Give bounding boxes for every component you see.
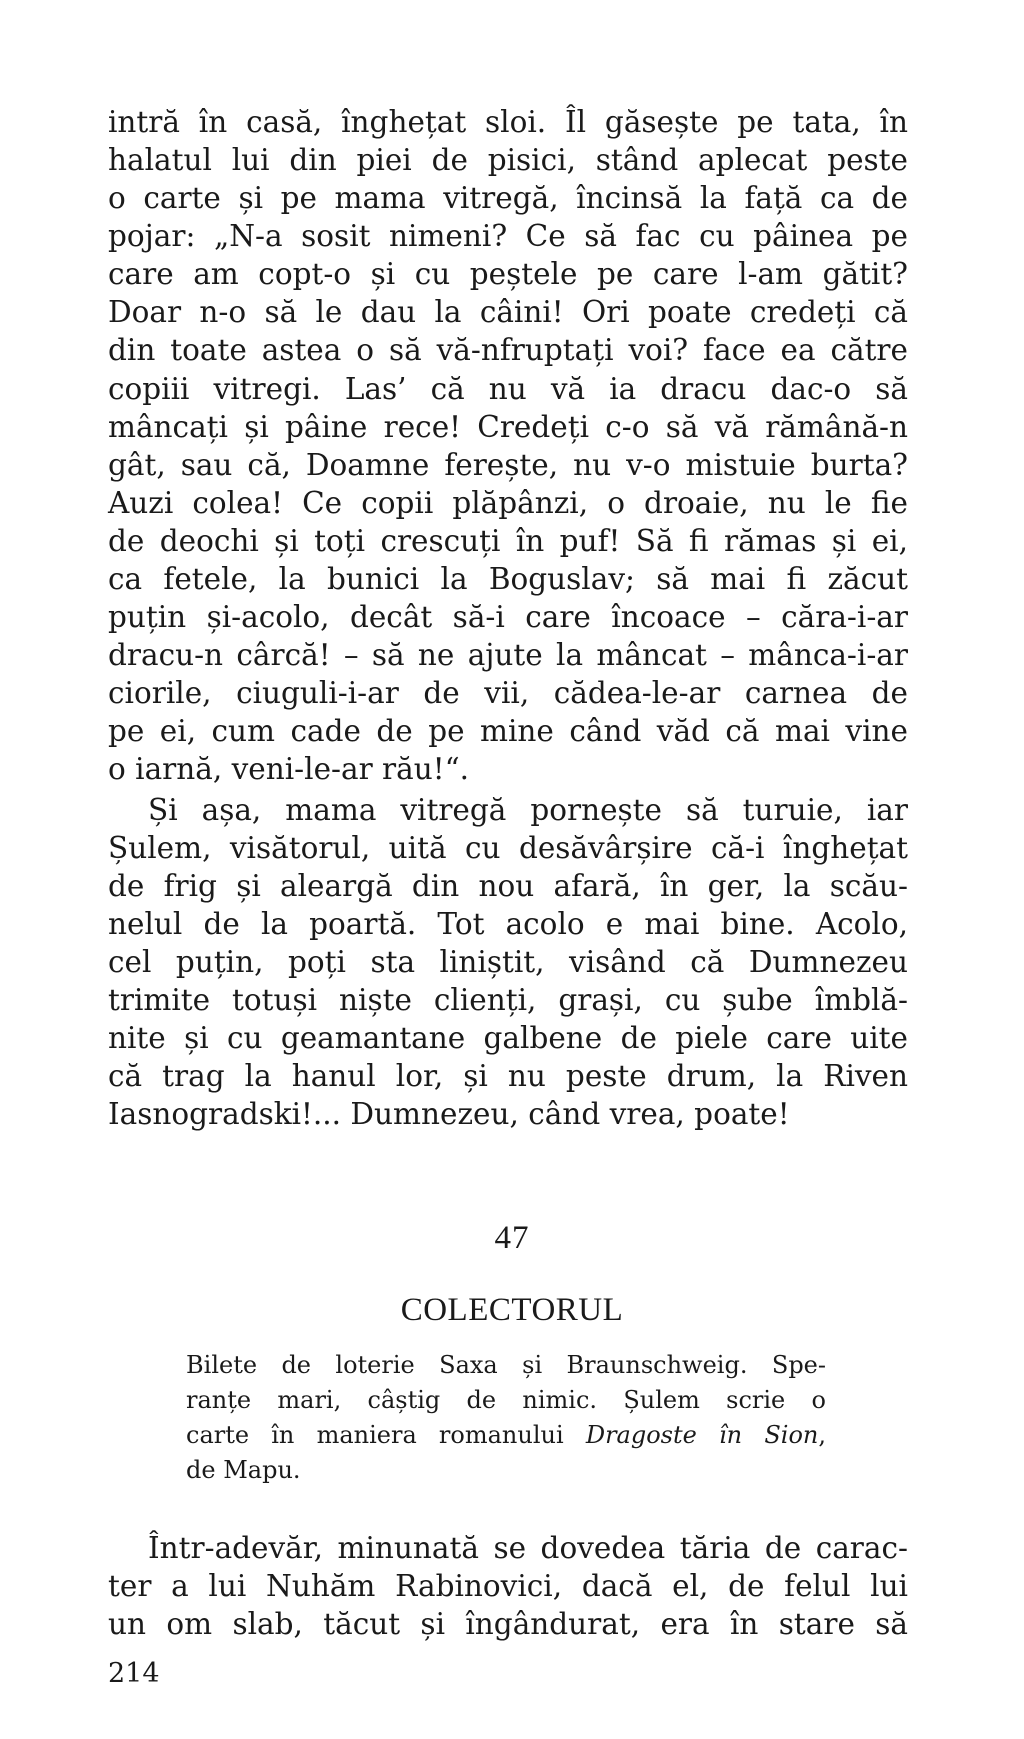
summary-text: ,	[818, 1421, 826, 1449]
page-number: 214	[108, 1658, 160, 1689]
text-line: Iasnogradski!... Dumnezeu, când vrea, poate!	[108, 1097, 790, 1131]
text-line: Șulem, visătorul, uită cu desăvârșire că-i înghețat	[108, 831, 908, 865]
text-line: un om slab, tăcut și îngândurat, era în stare să	[108, 1607, 908, 1641]
text-line: pojar: „N-a sosit nimeni? Ce să fac cu pâinea pe	[108, 219, 908, 253]
text-line: gât, sau că, Doamne ferește, nu v-o mistuie burta?	[108, 448, 908, 482]
text-line: de deochi și toți crescuți în puf! Să fi rămas și ei,	[108, 524, 908, 558]
text-line: ter a lui Nuhăm Rabinovici, dacă el, de felul lui	[108, 1569, 908, 1603]
text-line: dracu-n cârcă! – să ne ajute la mâncat – mânca-i-ar	[108, 638, 908, 672]
text-line: Și așa, mama vitregă pornește să turuie, iar	[148, 793, 908, 827]
text-line: că trag la hanul lor, și nu peste drum, la Riven	[108, 1059, 908, 1093]
text-line: nite și cu geamantane galbene de piele care uite	[108, 1021, 908, 1055]
text-line: mâncați și pâine rece! Credeți c-o să vă rămână-n	[108, 410, 908, 444]
text-line: o iarnă, veni-le-ar rău!“.	[108, 752, 470, 786]
text-line: Auzi colea! Ce copii plăpânzi, o droaie, nu le fie	[108, 486, 908, 520]
text-line: halatul lui din piei de pisici, stând aplecat peste	[108, 143, 908, 177]
summary-text: carte în maniera romanului	[186, 1421, 586, 1449]
text-line: o carte și pe mama vitregă, încinsă la față ca de	[108, 181, 908, 215]
text-line: pe ei, cum cade de pe mine când văd că mai vine	[108, 714, 908, 748]
text-line: intră în casă, înghețat sloi. Îl găsește pe tata, în	[108, 105, 908, 139]
chapter-number: 47	[494, 1220, 530, 1256]
summary-line: de Mapu.	[186, 1456, 301, 1484]
book-title: Dragoste în Sion	[585, 1421, 819, 1449]
text-line: ca fetele, la bunici la Boguslav; să mai fi zăcut	[108, 562, 908, 596]
text-line: trimite totuși niște clienți, grași, cu șube îmblă-	[108, 983, 908, 1017]
text-line: nelul de la poartă. Tot acolo e mai bine. Acolo,	[108, 907, 908, 941]
chapter-title: COLECTORUL	[400, 1292, 624, 1328]
text-line: Doar n-o să le dau la câini! Ori poate credeți că	[108, 295, 908, 329]
summary-line: ranțe mari, câștig de nimic. Șulem scrie o	[186, 1386, 826, 1414]
text-line: din toate astea o să vă-nfruptați voi? face ea către	[108, 333, 908, 367]
text-line: cel puțin, poți sta liniștit, visând că Dumnezeu	[108, 945, 908, 979]
text-line: ciorile, ciuguli-i-ar de vii, cădea-le-ar carnea de	[108, 676, 908, 710]
text-line: copiii vitregi. Las’ că nu vă ia dracu dac-o să	[108, 372, 908, 406]
text-line: care am copt-o și cu peștele pe care l-am gătit?	[108, 257, 908, 291]
text-line: Într-adevăr, minunată se dovedea tăria de carac-	[148, 1531, 908, 1565]
text-line: puțin și-acolo, decât să-i care încoace – căra-i-ar	[108, 600, 908, 634]
summary-line	[186, 1418, 826, 1452]
text-line: de frig și aleargă din nou afară, în ger, la scău-	[108, 869, 908, 903]
summary-line: Bilete de loterie Saxa și Braunschweig. Spe-	[186, 1351, 826, 1379]
